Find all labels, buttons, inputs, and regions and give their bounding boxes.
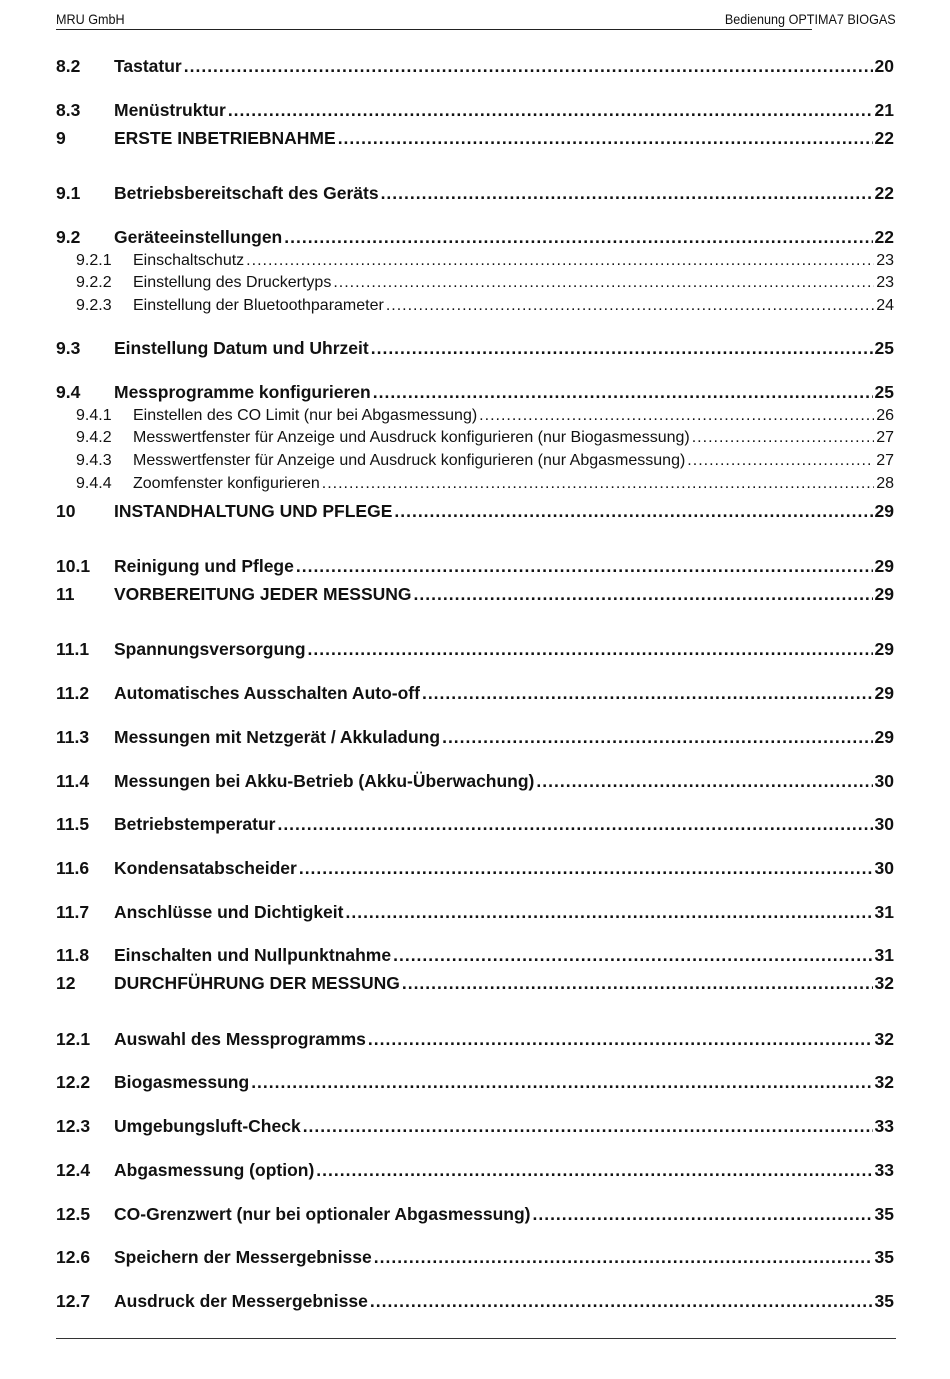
toc-dot-leader <box>394 503 872 521</box>
toc-dot-leader <box>184 58 873 76</box>
footer-rule <box>56 1338 896 1339</box>
toc-entry[interactable] <box>56 1293 894 1311</box>
toc-entry[interactable] <box>56 904 894 922</box>
toc-entry-number: 9.4 <box>56 382 81 402</box>
toc-entry-title: Ausdruck der Messergebnisse <box>114 1291 368 1311</box>
toc-entry-page: 29 <box>874 501 894 521</box>
toc-entry-title: Geräteeinstellungen <box>114 227 283 247</box>
toc-dot-leader <box>246 253 874 269</box>
toc-entry-number: 9.1 <box>56 183 81 203</box>
toc-dot-leader <box>322 476 874 492</box>
toc-entry-title: VORBEREITUNG JEDER MESSUNG <box>114 584 412 604</box>
toc-entry-page: 22 <box>874 183 894 203</box>
toc-entry-page: 29 <box>874 683 894 703</box>
toc-entry-number: 9.2.1 <box>76 252 112 269</box>
toc-dot-leader <box>422 685 873 703</box>
toc-entry-number: 11.2 <box>56 683 90 703</box>
toc-entry-title: DURCHFÜHRUNG DER MESSUNG <box>114 973 400 993</box>
toc-entry-page: 31 <box>874 945 894 965</box>
toc-entry[interactable] <box>56 947 894 965</box>
toc-entry-page: 33 <box>874 1116 894 1136</box>
toc-entry[interactable] <box>56 229 894 247</box>
toc-entry[interactable] <box>56 729 894 747</box>
header-document-title: Bedienung OPTIMA7 BIOGAS <box>724 11 896 27</box>
toc-entry[interactable] <box>56 102 894 120</box>
toc-entry[interactable] <box>56 185 894 203</box>
toc-entry[interactable] <box>56 558 894 576</box>
toc-dot-leader <box>303 1118 873 1136</box>
toc-entry-number: 11.5 <box>56 814 90 834</box>
toc-entry-title: Einschalten und Nullpunktnahme <box>114 945 392 965</box>
toc-entry[interactable] <box>76 408 894 424</box>
toc-entry-page: 28 <box>876 475 894 492</box>
toc-entry-number: 11.4 <box>56 771 90 791</box>
toc-entry-title: Betriebstemperatur <box>114 814 276 834</box>
toc-entry-number: 9 <box>56 128 66 148</box>
toc-entry[interactable] <box>56 1074 894 1092</box>
toc-entry-page: 30 <box>874 814 894 834</box>
toc-entry-number: 12.2 <box>56 1072 91 1092</box>
toc-entry-number: 12.6 <box>56 1247 91 1267</box>
toc-entry[interactable] <box>76 253 894 269</box>
toc-entry-title: Biogasmessung <box>114 1072 250 1092</box>
toc-entry-number: 11 <box>56 584 75 604</box>
toc-entry[interactable] <box>56 641 894 659</box>
toc-dot-leader <box>532 1206 872 1224</box>
table-of-contents <box>56 0 894 1379</box>
toc-entry-number: 12.1 <box>56 1029 91 1049</box>
toc-dot-leader <box>402 975 873 993</box>
toc-entry-title: INSTANDHALTUNG UND PFLEGE <box>114 501 393 521</box>
toc-entry-page: 29 <box>874 556 894 576</box>
toc-entry[interactable] <box>56 130 894 148</box>
toc-entry-title: Einstellung der Bluetoothparameter <box>133 297 384 314</box>
toc-entry-title: Betriebsbereitschaft des Geräts <box>114 183 379 203</box>
toc-entry-title: Einschaltschutz <box>133 252 245 269</box>
toc-dot-leader <box>299 860 873 878</box>
toc-entry-page: 22 <box>874 128 894 148</box>
toc-dot-leader <box>338 130 873 148</box>
toc-entry-number: 11.3 <box>56 727 90 747</box>
toc-entry-page: 27 <box>876 452 894 469</box>
toc-dot-leader <box>316 1162 872 1180</box>
toc-dot-leader <box>296 558 873 576</box>
toc-entry-page: 32 <box>874 973 894 993</box>
toc-dot-leader <box>442 729 872 747</box>
toc-entry[interactable] <box>56 1249 894 1267</box>
toc-entry-title: Einstellen des CO Limit (nur bei Abgasmessung) <box>133 407 478 424</box>
toc-entry-number: 9.4.4 <box>76 475 112 492</box>
toc-entry-number: 10.1 <box>56 556 91 576</box>
toc-entry-number: 8.2 <box>56 56 81 76</box>
toc-dot-leader <box>381 185 873 203</box>
toc-entry-number: 9.4.1 <box>76 407 112 424</box>
toc-entry[interactable] <box>76 430 894 446</box>
toc-entry-title: CO-Grenzwert (nur bei optionaler Abgasmessung) <box>114 1204 531 1224</box>
toc-entry-title: Messwertfenster für Anzeige und Ausdruck konfigurieren (nur Biogasmessung) <box>133 429 690 446</box>
toc-entry[interactable] <box>56 503 894 521</box>
toc-entry[interactable] <box>56 816 894 834</box>
toc-entry-number: 9.4.2 <box>76 429 112 446</box>
toc-entry-title: Zoomfenster konfigurieren <box>133 475 320 492</box>
toc-dot-leader <box>333 275 874 291</box>
toc-entry-title: Auswahl des Messprogramms <box>114 1029 366 1049</box>
toc-entry-number: 12.5 <box>56 1204 91 1224</box>
toc-entry-title: Anschlüsse und Dichtigkeit <box>114 902 344 922</box>
toc-dot-leader <box>374 1249 873 1267</box>
toc-entry-page: 27 <box>876 429 894 446</box>
toc-dot-leader <box>414 586 873 604</box>
toc-entry[interactable] <box>56 58 894 76</box>
toc-entry-number: 9.3 <box>56 338 81 358</box>
toc-entry-title: Messungen bei Akku-Betrieb (Akku-Überwachung) <box>114 771 535 791</box>
toc-dot-leader <box>284 229 872 247</box>
toc-entry[interactable] <box>56 340 894 358</box>
toc-entry[interactable] <box>76 476 894 492</box>
toc-entry-title: Menüstruktur <box>114 100 226 120</box>
toc-entry-page: 30 <box>874 858 894 878</box>
toc-entry[interactable] <box>56 975 894 993</box>
toc-entry-title: Kondensatabscheider <box>114 858 297 878</box>
toc-entry[interactable] <box>56 1162 894 1180</box>
toc-dot-leader <box>308 641 873 659</box>
toc-entry-page: 35 <box>874 1291 894 1311</box>
toc-entry-number: 11.8 <box>56 945 90 965</box>
toc-entry-page: 30 <box>874 771 894 791</box>
toc-entry-title: Messwertfenster für Anzeige und Ausdruck konfigurieren (nur Abgasmessung) <box>133 452 686 469</box>
toc-entry-page: 20 <box>874 56 894 76</box>
toc-entry[interactable] <box>56 1031 894 1049</box>
toc-entry-number: 9.2.2 <box>76 274 112 291</box>
toc-entry-page: 35 <box>874 1247 894 1267</box>
toc-entry-page: 22 <box>874 227 894 247</box>
toc-dot-leader <box>393 947 872 965</box>
toc-entry-title: Speichern der Messergebnisse <box>114 1247 372 1267</box>
toc-entry-title: Spannungsversorgung <box>114 639 306 659</box>
toc-entry-page: 26 <box>876 407 894 424</box>
toc-entry[interactable] <box>56 773 894 791</box>
toc-entry[interactable] <box>56 860 894 878</box>
toc-entry-page: 21 <box>874 100 894 120</box>
toc-entry-number: 9.4.3 <box>76 452 112 469</box>
toc-entry-number: 8.3 <box>56 100 81 120</box>
toc-entry-page: 25 <box>874 382 894 402</box>
toc-entry[interactable] <box>76 298 894 314</box>
toc-entry[interactable] <box>56 384 894 402</box>
toc-entry-page: 29 <box>874 727 894 747</box>
toc-entry-page: 31 <box>874 902 894 922</box>
toc-entry[interactable] <box>76 453 894 469</box>
toc-dot-leader <box>251 1074 872 1092</box>
toc-entry-number: 12.7 <box>56 1291 91 1311</box>
header-company: MRU GmbH <box>56 11 125 27</box>
toc-entry-page: 29 <box>874 639 894 659</box>
toc-entry[interactable] <box>56 586 894 604</box>
toc-entry[interactable] <box>76 275 894 291</box>
toc-entry-page: 24 <box>876 297 894 314</box>
toc-dot-leader <box>228 102 873 120</box>
toc-entry-page: 23 <box>876 274 894 291</box>
toc-dot-leader <box>345 904 872 922</box>
toc-dot-leader <box>692 430 874 446</box>
toc-entry-title: Umgebungsluft-Check <box>114 1116 301 1136</box>
toc-entry-title: Automatisches Ausschalten Auto-off <box>114 683 420 703</box>
toc-entry-title: Reinigung und Pflege <box>114 556 294 576</box>
toc-entry-page: 23 <box>876 252 894 269</box>
toc-entry[interactable] <box>56 1118 894 1136</box>
toc-dot-leader <box>479 408 874 424</box>
toc-entry-page: 33 <box>874 1160 894 1180</box>
toc-entry[interactable] <box>56 685 894 703</box>
toc-dot-leader <box>536 773 872 791</box>
toc-entry-title: ERSTE INBETRIEBNAHME <box>114 128 336 148</box>
toc-entry-page: 32 <box>874 1072 894 1092</box>
toc-entry-number: 11.6 <box>56 858 90 878</box>
toc-entry[interactable] <box>56 1206 894 1224</box>
toc-dot-leader <box>386 298 874 314</box>
toc-entry-number: 11.1 <box>56 639 90 659</box>
toc-entry-number: 12.4 <box>56 1160 91 1180</box>
toc-entry-page: 29 <box>874 584 894 604</box>
toc-entry-number: 9.2.3 <box>76 297 112 314</box>
toc-entry-number: 12 <box>56 973 76 993</box>
toc-entry-title: Einstellung des Druckertyps <box>133 274 332 291</box>
toc-entry-title: Messungen mit Netzgerät / Akkuladung <box>114 727 441 747</box>
toc-dot-leader <box>277 816 872 834</box>
toc-entry-title: Messprogramme konfigurieren <box>114 382 371 402</box>
toc-entry-title: Tastatur <box>114 56 182 76</box>
toc-dot-leader <box>371 340 873 358</box>
toc-dot-leader <box>373 384 873 402</box>
toc-dot-leader <box>368 1031 873 1049</box>
toc-dot-leader <box>687 453 874 469</box>
toc-entry-number: 12.3 <box>56 1116 91 1136</box>
toc-entry-page: 25 <box>874 338 894 358</box>
toc-entry-number: 11.7 <box>56 902 90 922</box>
toc-entry-number: 9.2 <box>56 227 81 247</box>
toc-entry-number: 10 <box>56 501 76 521</box>
toc-entry-page: 32 <box>874 1029 894 1049</box>
toc-entry-title: Einstellung Datum und Uhrzeit <box>114 338 369 358</box>
toc-dot-leader <box>370 1293 873 1311</box>
toc-entry-page: 35 <box>874 1204 894 1224</box>
toc-entry-title: Abgasmessung (option) <box>114 1160 315 1180</box>
